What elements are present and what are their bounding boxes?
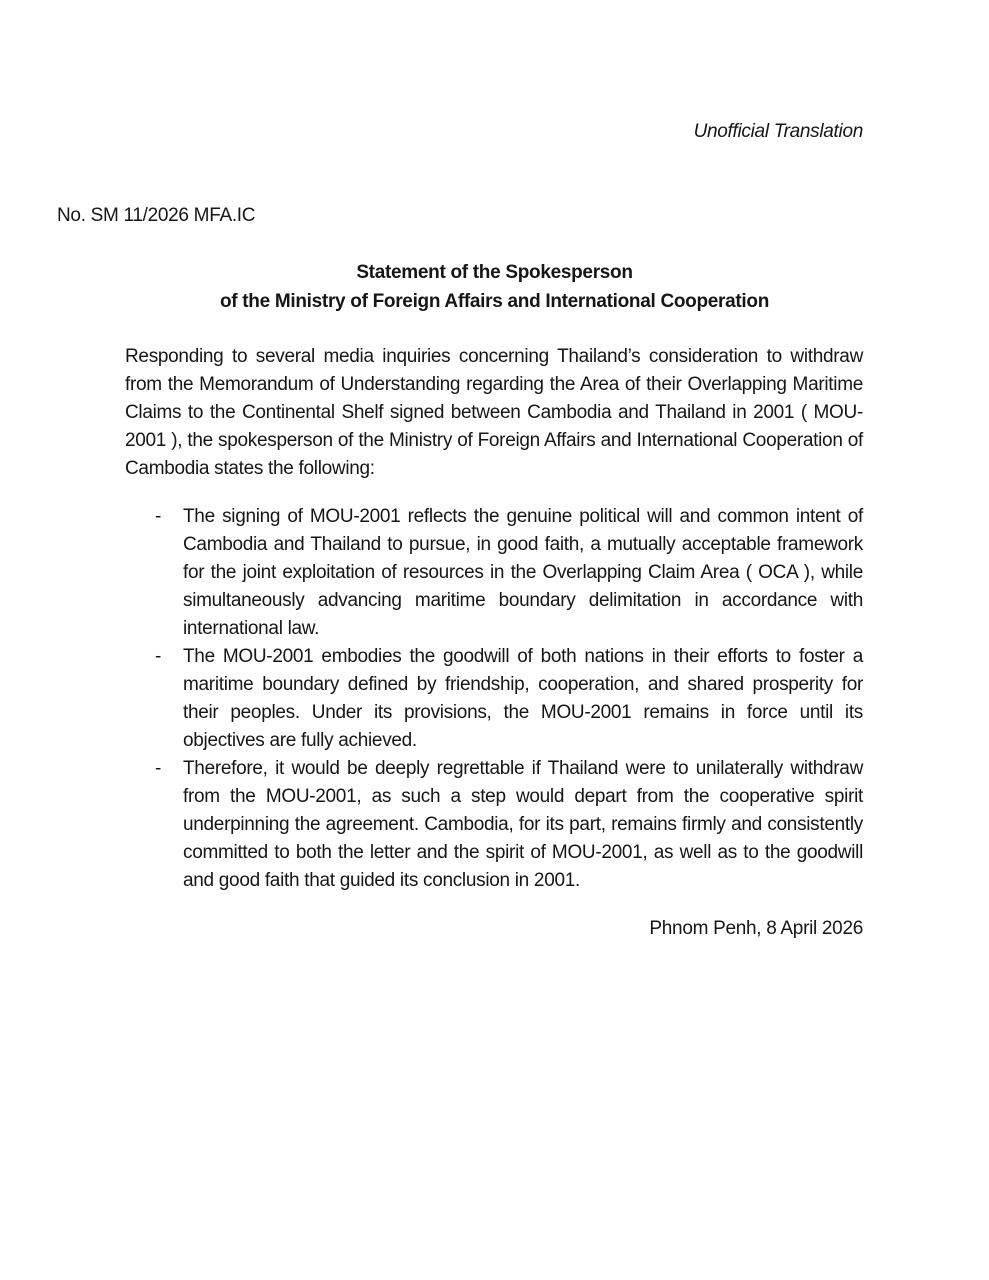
translation-note: Unofficial Translation — [693, 121, 863, 142]
bullet-item — [155, 643, 863, 755]
bullet-item — [155, 755, 863, 895]
bullet-text: The MOU-2001 embodies the goodwill of both nations in their efforts to foster a maritime boundary defined by friendship, cooperation, and shared prosperity for their peoples. Under its provisions, the MOU-2001 remains in force until its objectives are fully achieved. — [183, 646, 863, 751]
statement-title-line2: of the Ministry of Foreign Affairs and International Cooperation — [219, 291, 770, 312]
dateline: Phnom Penh, 8 April 2026 — [649, 918, 863, 939]
bullet-text: Therefore, it would be deeply regrettable if Thailand were to unilaterally withdraw from the MOU-2001, as such a step would depart from the cooperative spirit underpinning the agreement. Cambodia, for its part, remains firmly and consistently committed to both the letter and the spirit of MOU-2001, as well as to the goodwill and good faith that guided its conclusion in 2001. — [183, 758, 863, 891]
bullet-item — [155, 503, 863, 643]
reference-number: No. SM 11/2026 MFA.IC — [57, 205, 256, 226]
statement-title — [0, 258, 989, 316]
statement-title-line1: Statement of the Spokesperson — [356, 262, 633, 283]
bullet-marker: - — [155, 506, 162, 527]
bullet-marker: - — [155, 758, 162, 779]
bullet-text: The signing of MOU-2001 reflects the genuine political will and common intent of Cambodia and Thailand to pursue, in good faith, a mutually acceptable framework for the joint exploitation of resources in the Overlapping Claim Area ( OCA ), while simultaneously advancing maritime boundary delimitation in accordance with international law. — [183, 506, 863, 639]
bullet-list — [155, 503, 863, 895]
bullet-marker: - — [155, 646, 162, 667]
intro-paragraph: Responding to several media inquiries concerning Thailand’s consideration to withdraw from the Memorandum of Understanding regarding the Area of their Overlapping Maritime Claims to the Continental Shelf signed between Cambodia and Thailand in 2001 ( MOU-2001 ), the spokesperson of the Ministry of Foreign Affairs and International Cooperation of Cambodia states the following: — [125, 346, 863, 479]
